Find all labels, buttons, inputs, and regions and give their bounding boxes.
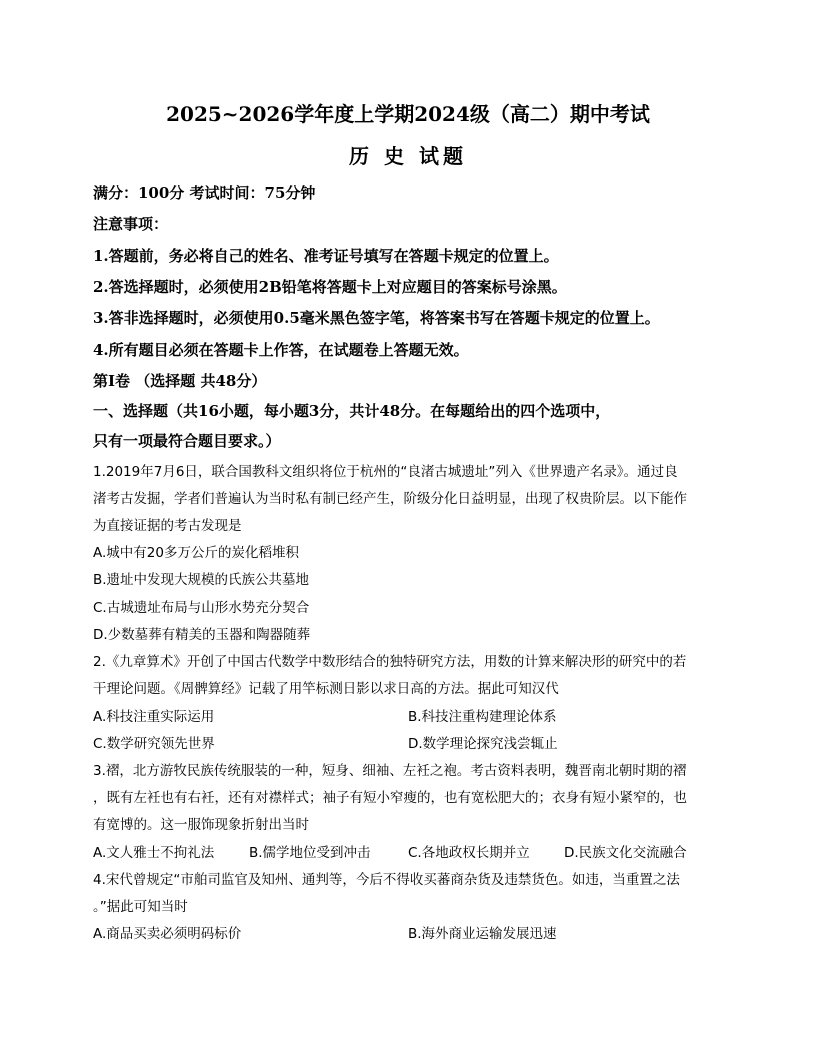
section-instruction: 一、选择题（共16小题，每小题3分，共计48分。在每题给出的四个选项中， [93,402,611,420]
note-item: 2.答选择题时，必须使用2B铅笔将答题卡上对应题目的答案标号涂黑。 [93,278,567,296]
question-stem: 。”据此可知当时 [93,899,188,915]
note-item: 3.答非选择题时，必须使用0.5毫米黑色签字笔，将答案书写在答题卡规定的位置上。 [93,309,660,327]
question-stem: 干理论问题。《周髀算经》记载了用竿标测日影以求日高的方法。据此可知汉代 [93,681,559,697]
note-item: 4.所有题目必须在答题卡上作答，在试题卷上答题无效。 [93,341,469,359]
option-d: D.数学理论探究浅尝辄止 [408,736,558,752]
question-stem: 有宽博的。这一服饰现象折射出当时 [93,817,309,833]
option-b: B.科技注重构建理论体系 [408,709,557,725]
option-b: B.儒学地位受到冲击 [249,845,371,861]
section-instruction: 只有一项最符合题目要求。） [93,432,281,450]
question-stem: ，既有左衽也有右衽，还有对襟样式；袖子有短小窄瘦的，也有宽松肥大的；衣身有短小紧窄的，也 [93,790,687,806]
question-stem: 4.宋代曾规定“市舶司监官及知州、通判等，今后不得收买蕃商杂货及违禁货色。如违，当重置之法 [93,872,680,888]
option-d: D.民族文化交流融合 [564,845,687,861]
question-stem: 为直接证据的考古发现是 [93,518,242,534]
option-c: C.各地政权长期并立 [408,845,530,861]
option-d: D.少数墓葬有精美的玉器和陶器随葬 [93,627,311,643]
option-b: B.海外商业运输发展迅速 [408,926,557,942]
option-c: C.数学研究领先世界 [93,736,215,752]
option-a: A.科技注重实际运用 [93,709,215,725]
option-a: A.城中有20多万公斤的炭化稻堆积 [93,545,299,561]
option-c: C.古城遗址布局与山形水势充分契合 [93,600,310,616]
option-a: A.商品买卖必须明码标价 [93,926,242,942]
option-b: B.遗址中发现大规模的氏族公共墓地 [93,572,310,588]
option-a: A.文人雅士不拘礼法 [93,845,215,861]
notes-heading: 注意事项： [93,215,169,233]
score-time: 满分：100分 考试时间：75分钟 [93,184,316,202]
question-stem: 3.褶，北方游牧民族传统服装的一种，短身、细袖、左衽之袍。考古资料表明，魏晋南北朝时期的褶 [93,763,687,779]
question-stem: 1.2019年7月6日，联合国教科文组织将位于杭州的“良渚古城遗址”列入《世界遗产名录》。通过良 [93,464,678,480]
exam-subject: 历 史 试题 [349,144,467,168]
note-item: 1.答题前，务必将自己的姓名、准考证号填写在答题卡规定的位置上。 [93,247,559,265]
question-stem: 2.《九章算术》开创了中国古代数学中数形结合的独特研究方法，用数的计算来解决形的研究中的若 [93,654,687,670]
part-label: 第Ⅰ卷 （选择题 共48分） [93,372,267,390]
question-stem: 渚考古发掘，学者们普遍认为当时私有制已经产生，阶级分化日益明显，出现了权贵阶层。以下能作 [93,491,687,507]
exam-title: 2025~2026学年度上学期2024级（高二）期中考试 [166,102,650,126]
